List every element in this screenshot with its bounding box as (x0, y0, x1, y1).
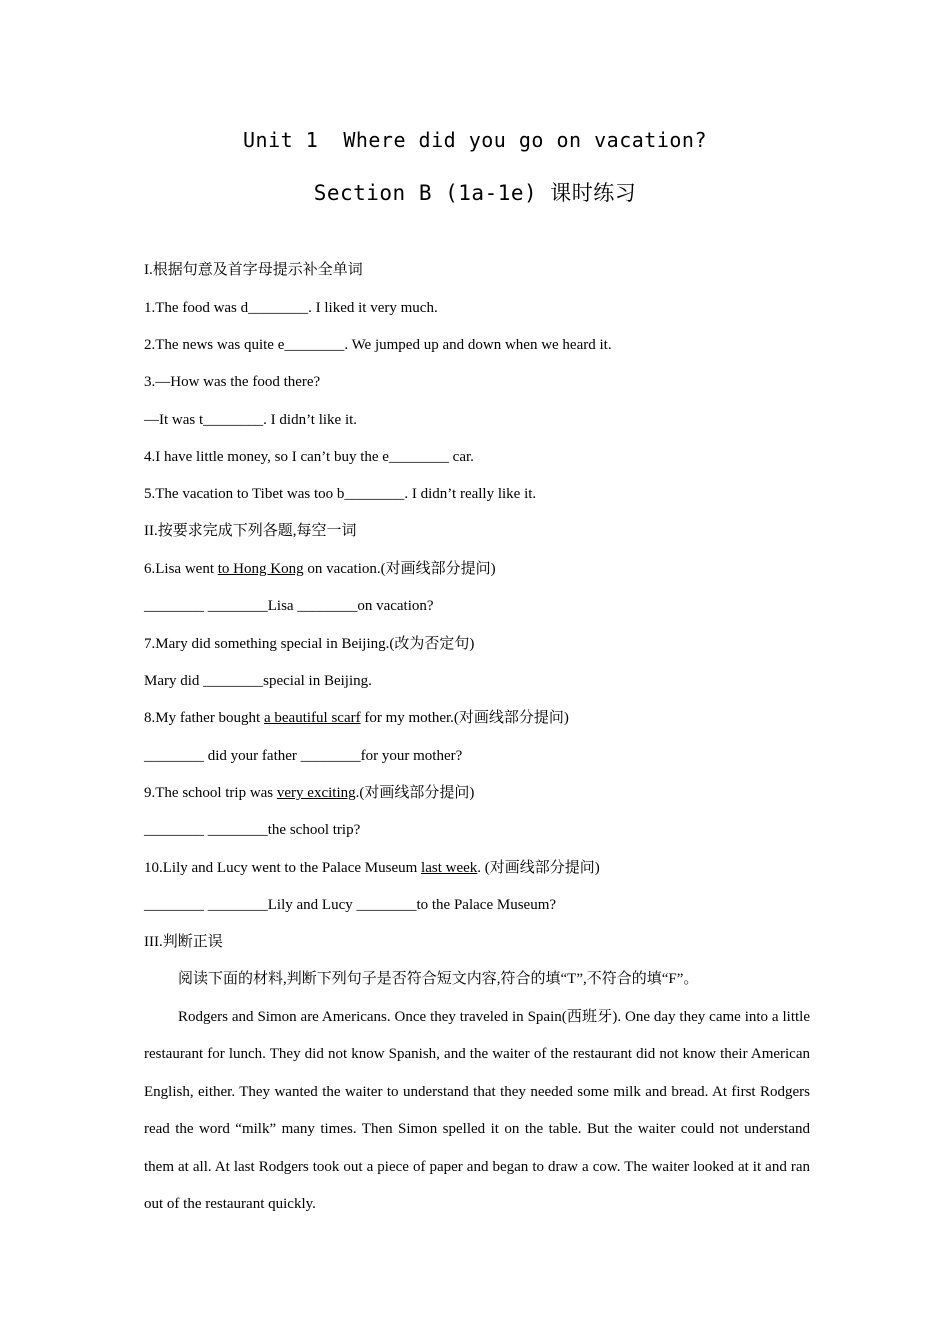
question-6-text: 6.Lisa went (144, 561, 218, 577)
question-8-answer: ________ did your father ________for your mother? (144, 748, 463, 764)
question-8-suffix: for my mother.(对画线部分提问) (360, 710, 569, 726)
page-subtitle: Section B (1a-1e) 课时练习 (313, 181, 637, 205)
question-5: 5.The vacation to Tibet was too b________. I didn’t really like it. (144, 486, 537, 502)
question-6-suffix: on vacation.(对画线部分提问) (303, 561, 496, 577)
section-3-heading: III.判断正误 (144, 934, 223, 950)
question-9-text: 9.The school trip was (144, 785, 277, 801)
section-2-heading: II.按要求完成下列各题,每空一词 (144, 523, 357, 539)
question-7-answer: Mary did ________special in Beijing. (144, 673, 372, 689)
reading-passage: Rodgers and Simon are Americans. Once they traveled in Spain(西班牙). One day they came into a little restaurant for lunch. They did not know Spanish, and the waiter of the restaurant did not know their American English, either. They wanted the waiter to understand that they needed some milk and bread. At first Rodgers read the word “milk” many times. Then Simon spelled it on the table. But the waiter could not understand them at all. At last Rodgers took out a piece of paper and began to draw a cow. The waiter looked at it and ran out of the restaurant quickly. (144, 1009, 810, 1213)
question-9 (144, 782, 814, 804)
question-10-text: 10.Lily and Lucy went to the Palace Museum (144, 860, 422, 876)
page-title: Unit 1 Where did you go on vacation? (242, 128, 708, 152)
question-6-underlined: to Hong Kong (217, 561, 304, 577)
section-3-instruction: 阅读下面的材料,判断下列句子是否符合短文内容,符合的填“T”,不符合的填“F”。 (178, 971, 699, 987)
question-9-answer: ________ ________the school trip? (144, 822, 361, 838)
question-8-text: 8.My father bought (144, 710, 264, 726)
question-8 (144, 707, 814, 729)
question-9-underlined: very exciting (276, 785, 356, 801)
question-10-underlined: last week (421, 860, 478, 876)
question-8-underlined: a beautiful scarf (263, 710, 361, 726)
question-10 (144, 857, 814, 879)
question-6-answer: ________ ________Lisa ________on vacation? (144, 598, 434, 614)
question-3-prompt: 3.—How was the food there? (144, 374, 321, 390)
question-10-suffix: . (对画线部分提问) (477, 860, 600, 876)
question-3-answer: —It was t________. I didn’t like it. (144, 412, 358, 428)
question-2: 2.The news was quite e________. We jumped up and down when we heard it. (144, 337, 612, 353)
question-6 (144, 558, 814, 580)
question-9-suffix: .(对画线部分提问) (355, 785, 475, 801)
question-1: 1.The food was d________. I liked it very much. (144, 300, 438, 316)
question-10-answer: ________ ________Lily and Lucy ________to the Palace Museum? (144, 897, 557, 913)
question-4: 4.I have little money, so I can’t buy the e________ car. (144, 449, 474, 465)
question-7: 7.Mary did something special in Beijing.(改为否定句) (144, 636, 475, 652)
section-1-heading: I.根据句意及首字母提示补全单词 (144, 262, 363, 278)
